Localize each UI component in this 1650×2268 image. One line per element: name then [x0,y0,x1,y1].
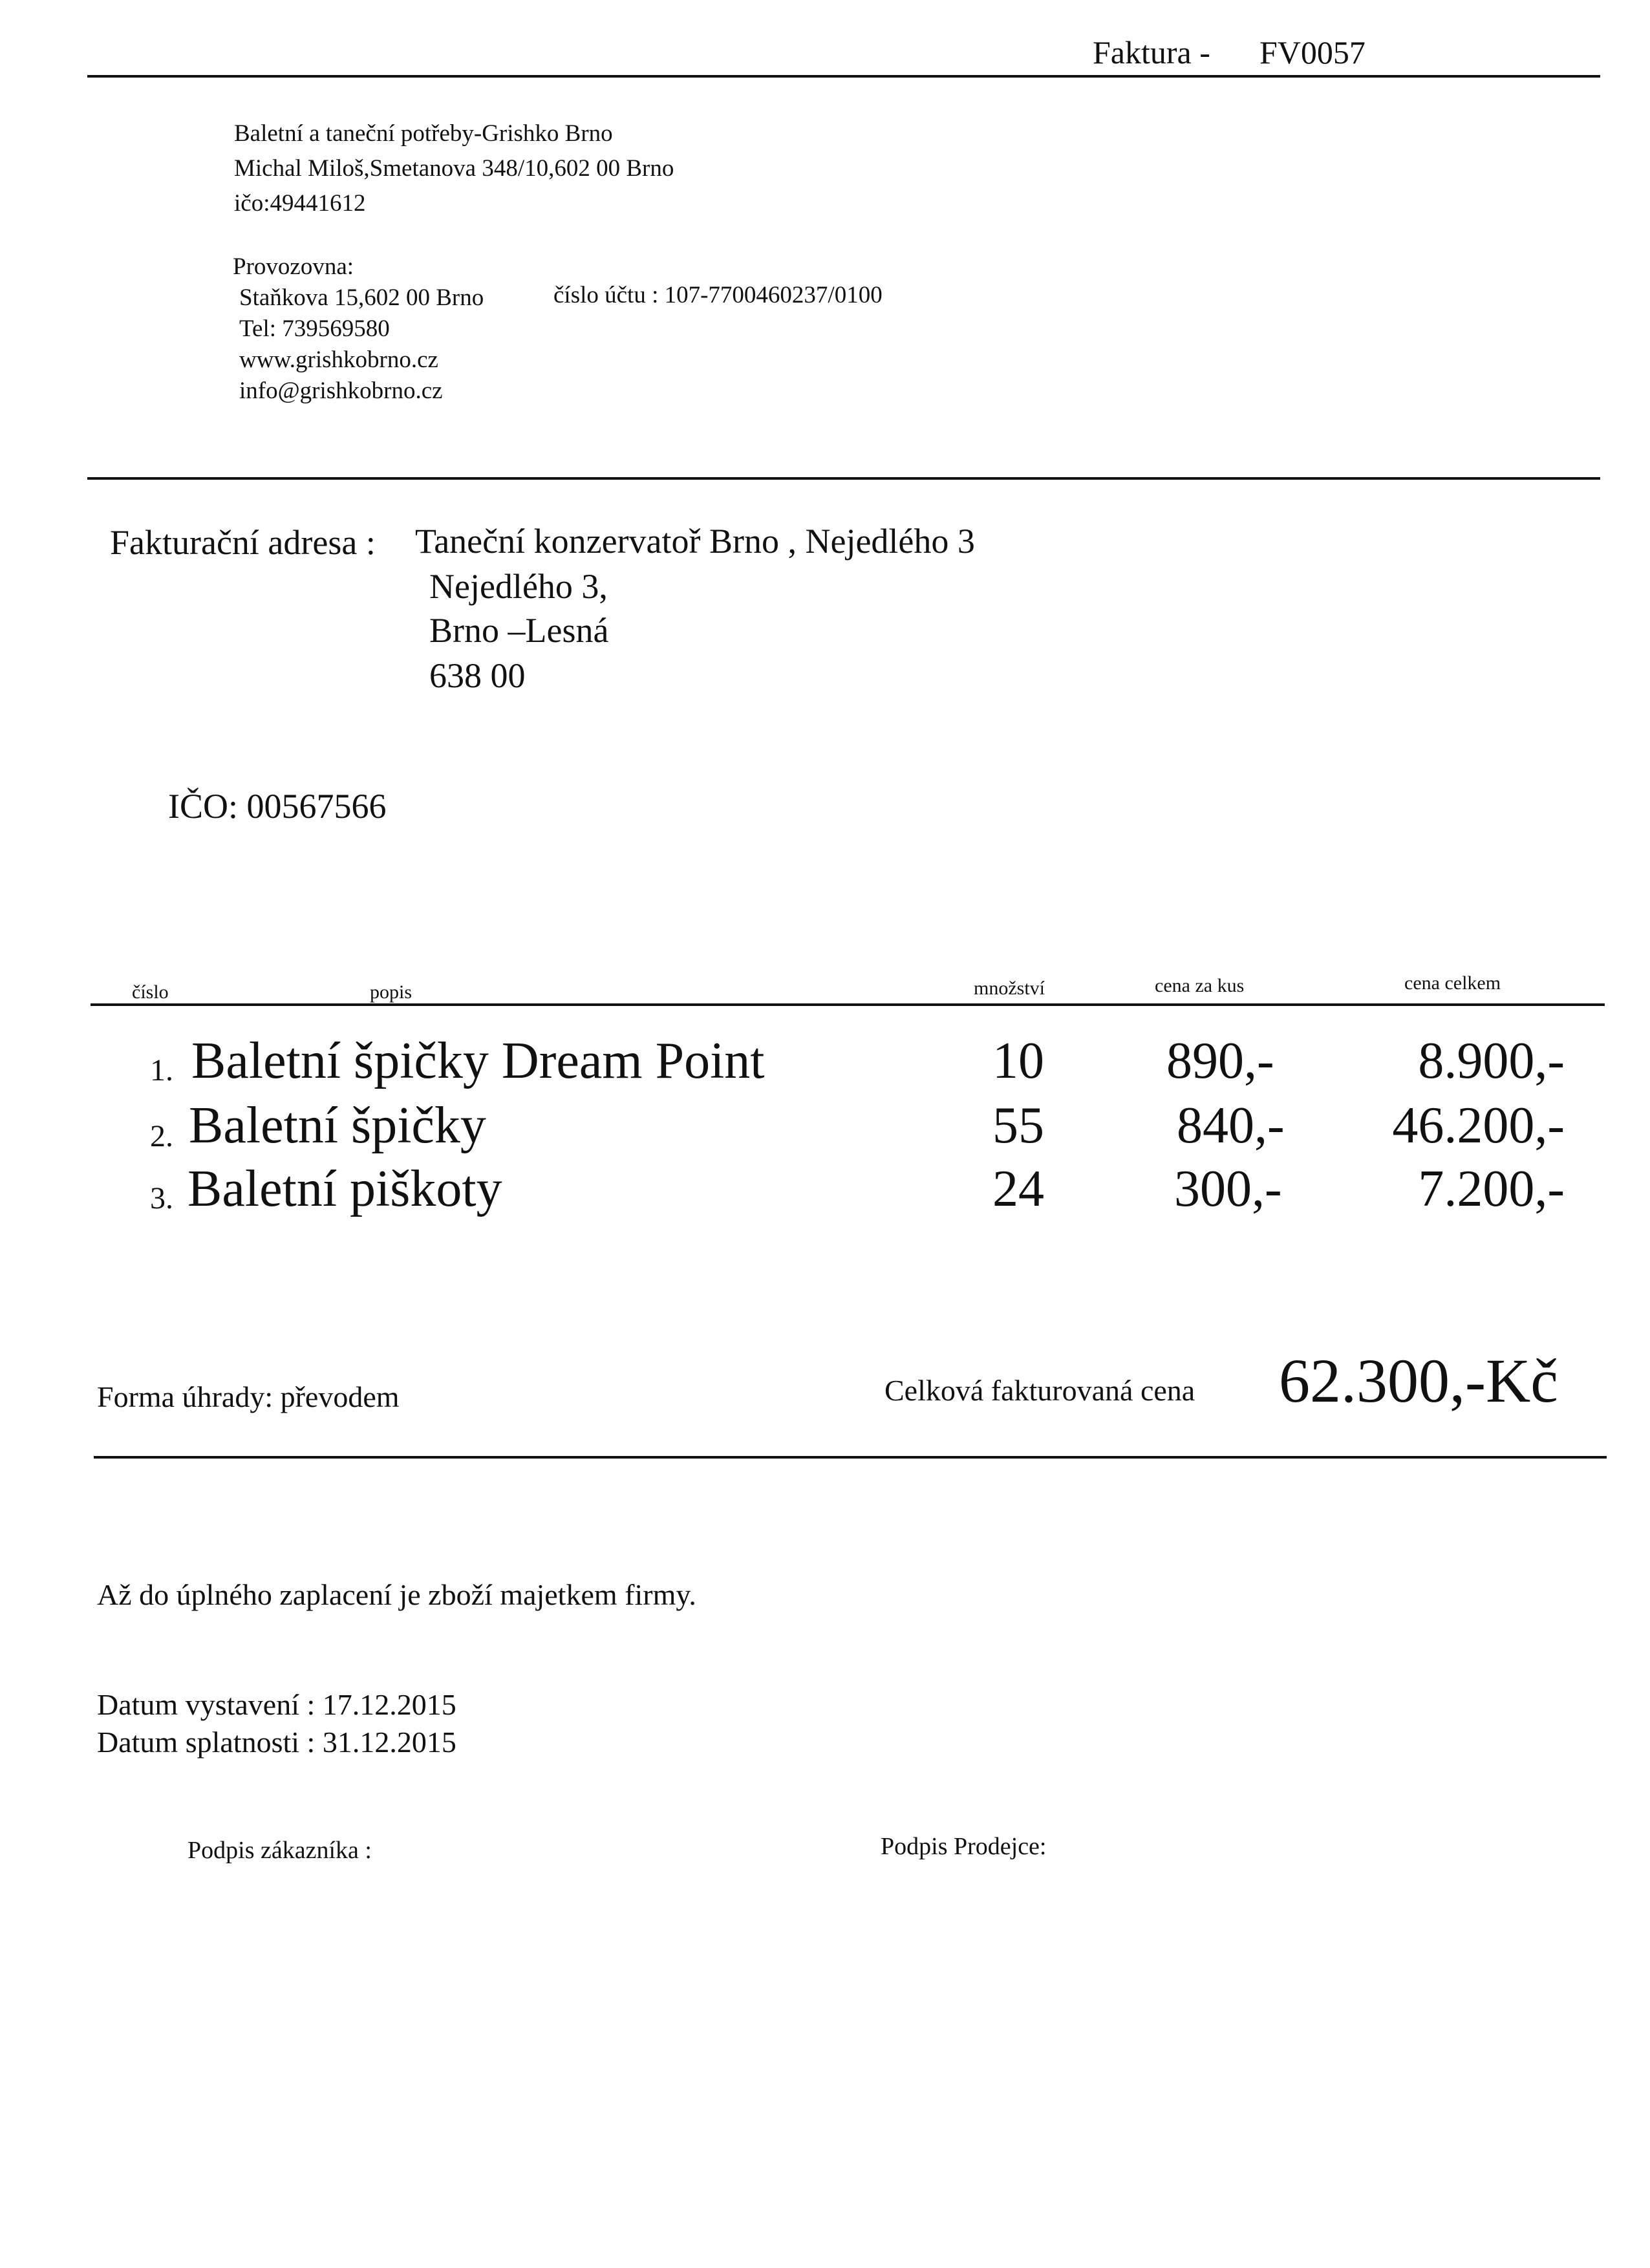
col-header-cislo: číslo [132,981,169,1003]
seller-web: www.grishkobrno.cz [239,347,438,373]
seller-name: Baletní a taneční potřeby-Grishko Brno [234,120,613,147]
col-header-cena-za-kus: cena za kus [1155,975,1245,996]
row-unit-price: 890,- [1166,1032,1274,1089]
row-number: 1. [150,1053,173,1087]
total-amount: 62.300,-Kč [1279,1346,1558,1415]
seller-ico: ičo:49441612 [234,190,366,217]
payment-method: Forma úhrady: převodem [97,1380,400,1413]
row-number: 3. [150,1181,173,1215]
col-header-mnozstvi: množství [974,978,1045,999]
seller-email: info@grishkobrno.cz [239,378,443,404]
invoice-label: Faktura - [1093,34,1210,70]
header-divider [87,75,1600,78]
provozovna-address: Staňkova 15,602 00 Brno [239,284,484,311]
bank-account: číslo účtu : 107-7700460237/0100 [553,282,883,308]
row-unit-price: 300,- [1174,1161,1282,1217]
row-total: 46.200,- [1392,1097,1565,1154]
billing-zip: 638 00 [429,656,526,695]
billing-label: Fakturační adresa : [110,523,376,562]
billing-street: Nejedlého 3, [429,567,608,606]
row-total: 8.900,- [1418,1032,1565,1089]
total-label: Celková fakturovaná cena [884,1374,1195,1407]
totals-divider [94,1456,1607,1459]
row-unit-price: 840,- [1177,1097,1285,1154]
row-quantity: 24 [992,1161,1044,1217]
due-date: Datum splatnosti : 31.12.2015 [97,1726,456,1759]
col-header-popis: popis [370,981,412,1003]
seller-owner-address: Michal Miloš,Smetanova 348/10,602 00 Brno [234,155,674,182]
table-header-divider [91,1003,1605,1006]
row-number: 2. [150,1119,173,1153]
issue-date: Datum vystavení : 17.12.2015 [97,1688,456,1721]
col-header-cena-celkem: cena celkem [1404,972,1501,994]
seller-signature-label: Podpis Prodejce: [881,1833,1047,1860]
row-total: 7.200,- [1418,1161,1565,1217]
row-description: Baletní piškoty [188,1161,502,1217]
billing-city: Brno –Lesná [429,611,609,650]
row-description: Baletní špičky [189,1097,486,1154]
billing-ico: IČO: 00567566 [168,787,387,826]
row-quantity: 10 [992,1032,1044,1089]
seller-phone: Tel: 739569580 [239,316,390,342]
row-description: Baletní špičky Dream Point [191,1032,765,1089]
row-quantity: 55 [992,1097,1044,1154]
invoice-number: FV0057 [1259,34,1366,70]
customer-signature-label: Podpis zákazníka : [188,1837,372,1864]
billing-name: Taneční konzervatoř Brno , Nejedlého 3 [415,522,975,561]
provozovna-label: Provozovna: [233,253,354,280]
ownership-notice: Až do úplného zaplacení je zboží majetkem firmy. [97,1578,696,1611]
seller-divider [87,477,1600,480]
